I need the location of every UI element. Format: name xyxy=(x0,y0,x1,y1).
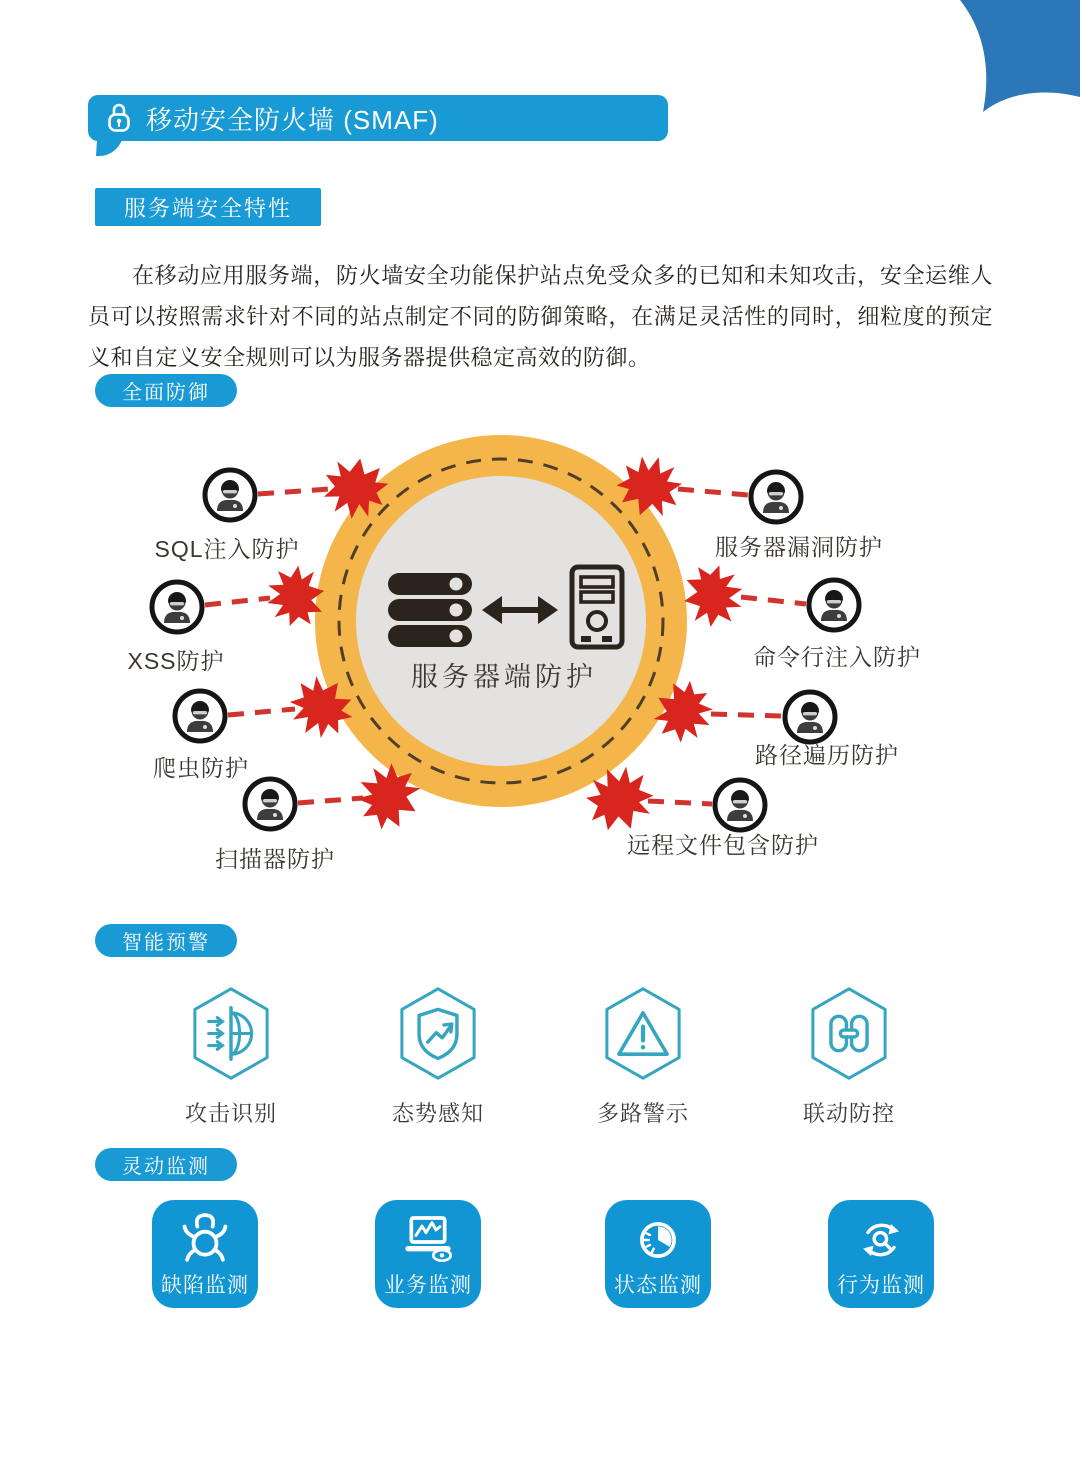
threat-label: XSS防护 xyxy=(127,648,225,674)
attack-recognition-icon xyxy=(188,985,274,1082)
badge-smart-warning: 智能预警 xyxy=(95,924,237,957)
monitor-behavior xyxy=(828,1200,934,1308)
badge-flexible-monitoring: 灵动监测 xyxy=(95,1148,237,1181)
hacker-icon xyxy=(245,779,295,829)
monitor-label: 行为监测 xyxy=(837,1274,925,1297)
section-title: 服务端安全特性 xyxy=(95,188,321,226)
threat-label: 服务器漏洞防护 xyxy=(715,534,883,560)
badge-comprehensive-defense: 全面防御 xyxy=(95,374,237,407)
hacker-icon xyxy=(751,472,801,522)
corner-decoration xyxy=(960,0,1080,114)
feature-situation-awareness xyxy=(363,985,513,1128)
gauge-icon xyxy=(627,1210,689,1270)
threat-label: 远程文件包含防护 xyxy=(627,832,819,858)
monitor-defect xyxy=(152,1200,258,1308)
situation-awareness-icon xyxy=(395,985,481,1082)
hacker-icon xyxy=(175,691,225,741)
monitor-label: 缺陷监测 xyxy=(161,1274,249,1297)
hacker-icon xyxy=(205,470,255,520)
lock-icon xyxy=(106,102,132,134)
feature-label: 多路警示 xyxy=(596,1101,689,1126)
hacker-icon xyxy=(809,580,859,630)
feature-label: 态势感知 xyxy=(391,1101,484,1126)
multi-alert-icon xyxy=(600,985,686,1082)
center-label: 服务器端防护 xyxy=(411,662,597,692)
threat-label: 命令行注入防护 xyxy=(753,644,921,670)
database-server-icon xyxy=(388,573,472,647)
threat-label: 爬虫防护 xyxy=(153,755,249,781)
monitor-business xyxy=(375,1200,481,1308)
feature-attack-recognition xyxy=(156,985,306,1128)
monitor-label: 业务监测 xyxy=(384,1274,472,1297)
hacker-icon xyxy=(715,780,765,830)
threat-label: 扫描器防护 xyxy=(215,846,335,872)
behavior-monitor-icon xyxy=(850,1210,912,1270)
monitor-label: 状态监测 xyxy=(614,1274,702,1297)
hacker-icon xyxy=(785,692,835,742)
feature-label: 联动防控 xyxy=(802,1101,895,1126)
banner-tail xyxy=(96,140,126,158)
monitor-status xyxy=(605,1200,711,1308)
intro-paragraph: 在移动应用服务端，防火墙安全功能保护站点免受众多的已知和未知攻击，安全运维人员可以按照需求针对不同的站点制定不同的防御策略，在满足灵活性的同时，细粒度的预定义和自定义安全规则可以为服务器提供稳定高效的防御。 xyxy=(88,263,993,370)
server-defense-diagram xyxy=(0,425,1080,905)
feature-linked-control xyxy=(774,985,924,1128)
linked-control-icon xyxy=(806,985,892,1082)
feature-label: 攻击识别 xyxy=(184,1101,277,1126)
threat-label: 路径遍历防护 xyxy=(755,742,899,768)
page-header-banner xyxy=(88,95,668,141)
hacker-icon xyxy=(152,582,202,632)
page-title: 移动安全防火墙 (SMAF) xyxy=(146,104,439,135)
bug-icon xyxy=(173,1210,237,1270)
feature-multi-alert xyxy=(568,985,718,1128)
business-monitor-icon xyxy=(394,1210,462,1270)
threat-label: SQL注入防护 xyxy=(154,536,300,562)
